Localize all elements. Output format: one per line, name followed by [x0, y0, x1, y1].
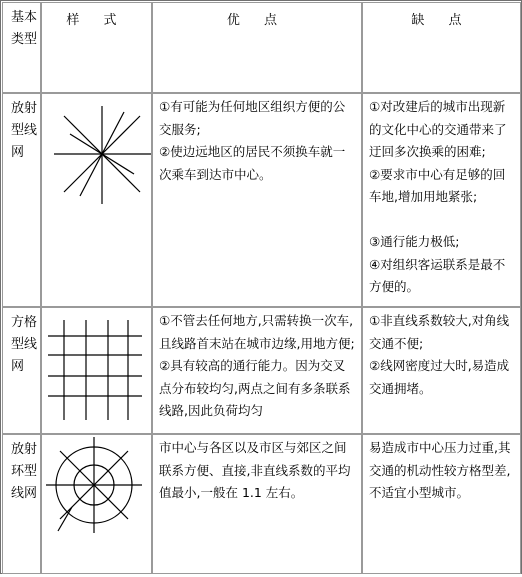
row-grid-style [41, 307, 152, 434]
header-disadvantages: 缺 点 [362, 2, 521, 93]
row-radial-ring-style [41, 434, 152, 574]
radial-network-diagram-icon [42, 94, 151, 306]
row-grid-type: 方格型线网 [2, 307, 41, 434]
row-grid-disadvantages: ①非直线系数较大,对角线交通不便; ②线网密度过大时,易造成交通拥堵。 [362, 307, 521, 434]
row-radial-advantages: ①有可能为任何地区组织方便的公交服务; ②使边远地区的居民不须换车就一次乘车到达市中心。 [152, 93, 362, 307]
row-radial-ring-type: 放射环型线网 [2, 434, 41, 574]
row-radial-ring-advantages: 市中心与各区以及市区与郊区之间联系方便、直接,非直线系数的平均值最小,一般在 1.1 左右。 [152, 434, 362, 574]
row-grid-advantages: ①不管去任何地方,只需转换一次车,且线路首末站在城市边缘,用地方便; ②具有较高的通行能力。因为交叉点分布较均匀,两点之间有多条联系线路,因此负荷均匀 [152, 307, 362, 434]
grid-network-diagram-icon [42, 308, 151, 433]
header-type: 基本类型 [2, 2, 41, 93]
row-radial-ring-disadvantages: 易造成市中心压力过重,其交通的机动性较方格型差,不适宜小型城市。 [362, 434, 521, 574]
header-style: 样 式 [41, 2, 152, 93]
radial-ring-network-diagram-icon [42, 435, 151, 573]
header-advantages: 优 点 [152, 2, 362, 93]
row-radial-disadvantages: ①对改建后的城市出现新的文化中心的交通带来了迂回多次换乘的困难; ②要求市中心有足够的回车地,增加用地紧张; ③通行能力极低; ④对组织客运联系是最不方便的。 [362, 93, 521, 307]
row-radial-style [41, 93, 152, 307]
row-radial-type: 放射型线网 [2, 93, 41, 307]
